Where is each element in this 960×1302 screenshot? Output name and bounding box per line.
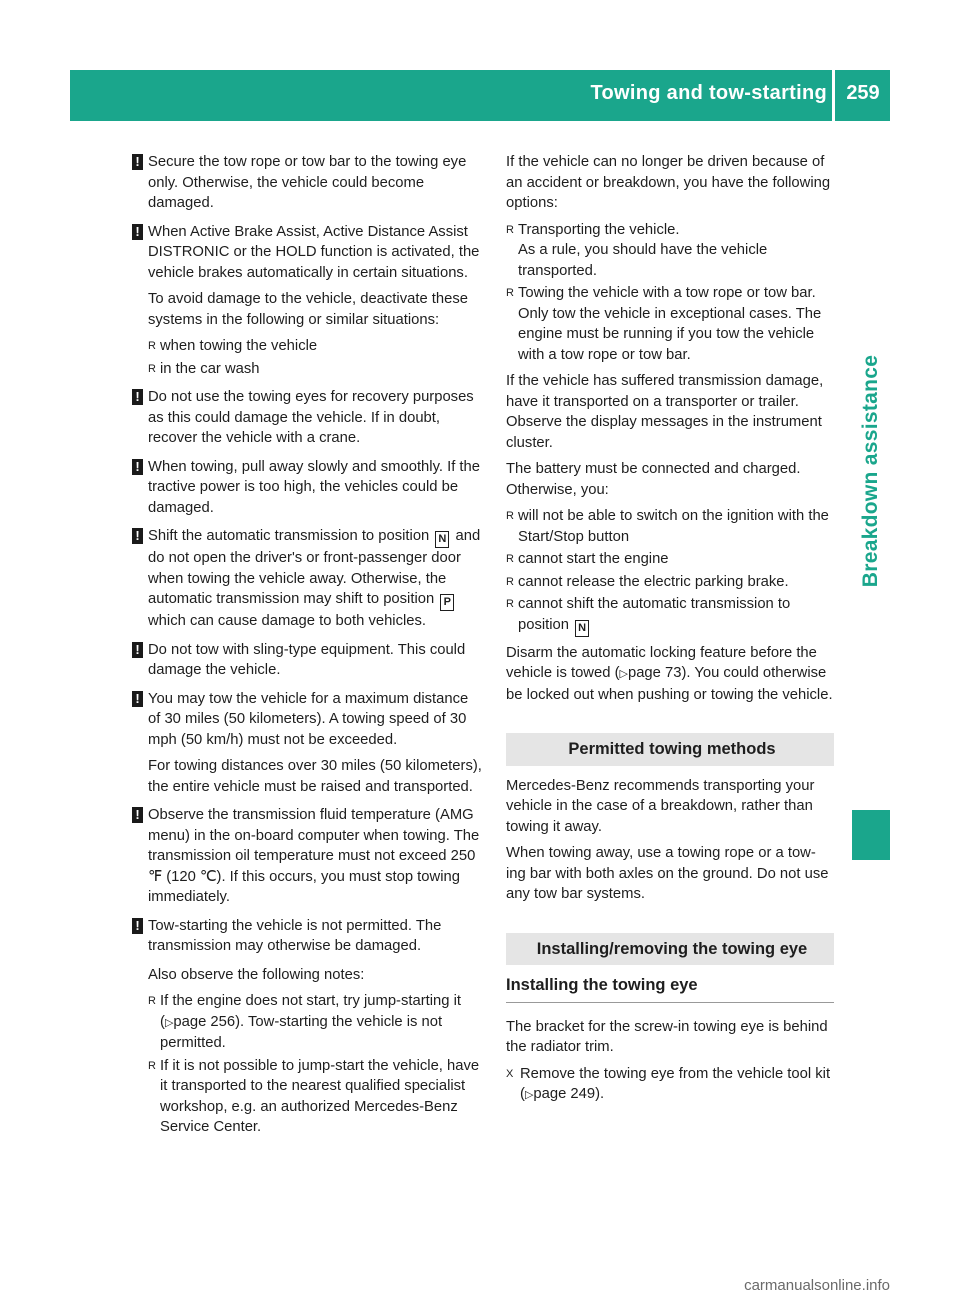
permitted-text: Mercedes-Benz recommends transporting your vehicle in the case of a breakdown, rather than towing it away.	[506, 777, 815, 835]
warning-text: Shift the automatic transmission to position	[148, 528, 430, 544]
list-item	[506, 594, 834, 637]
options-intro: If the vehicle can no longer be driven because of an accident or breakdown, you have the following options:	[506, 154, 831, 211]
bullet-icon: R	[148, 995, 156, 1007]
section-heading-permitted: Permitted towing methods	[506, 733, 834, 766]
bullet-icon: R	[148, 340, 156, 352]
bullet-icon: R	[148, 1059, 156, 1072]
warning-icon: !	[132, 918, 143, 934]
list-item-text: ). Tow-starting the vehicle is not permitted.	[160, 1013, 443, 1051]
warning-icon: !	[132, 154, 143, 170]
list-item-text: If it is not possible to jump-start the vehicle, have it transported to the nearest qualified specialist workshop, e.g. an authorized Mercedes-Benz Service Center.	[160, 1057, 480, 1135]
page-reference-link[interactable]: page 249	[533, 1086, 596, 1102]
warning-text: which can cause damage to both vehicles.	[148, 613, 427, 629]
notes-list	[148, 991, 483, 1138]
bullet-icon: R	[506, 575, 514, 588]
warning-text: and do not open the driver's or front-passenger door when towing the vehicle away. Otherwise, the automatic transmission may shift to position	[148, 528, 481, 607]
header-divider	[832, 70, 835, 121]
gear-p-icon: P	[440, 594, 454, 611]
warning-paragraph	[132, 526, 483, 632]
warning-paragraph	[132, 916, 483, 957]
warning-text: When towing, pull away slowly and smoothly. If the tractive power is too high, the vehicles could be damaged.	[148, 458, 480, 516]
instruction-step	[506, 1064, 834, 1106]
transmission-damage-text: If the vehicle has suffered transmission damage, have it transported on a transporter or trailer.	[506, 373, 824, 410]
bracket-text: The bracket for the screw-in towing eye is behind the radiator trim.	[506, 1018, 828, 1055]
right-column	[506, 152, 834, 1112]
page-reference-link[interactable]: page 256	[173, 1013, 236, 1030]
warning-paragraph	[132, 152, 483, 214]
warning-icon: !	[132, 224, 143, 240]
side-tab-label: Breakdown assistance	[859, 354, 882, 588]
bullet-icon: R	[506, 553, 514, 565]
options-list	[506, 220, 834, 366]
battery-text: The battery must be connected and charged. Otherwise, you:	[506, 461, 801, 498]
warning-subtext: For towing distances over 30 miles (50 kilometers), the entire vehicle must be raised and transported.	[148, 758, 482, 795]
list-item-text: cannot release the electric parking brake.	[518, 573, 789, 590]
gear-n-icon: N	[575, 620, 589, 637]
warning-icon: !	[132, 528, 143, 544]
warning-icon: !	[132, 691, 143, 707]
section-heading-towing-eye: Installing/removing the towing eye	[506, 933, 834, 966]
list-item	[506, 572, 834, 593]
list-item	[506, 283, 834, 365]
disarm-text	[506, 643, 834, 706]
list-item	[148, 359, 483, 380]
list-item-text: will not be able to switch on the ignition with the Start/Stop button	[518, 508, 829, 545]
consequences-list	[506, 506, 834, 637]
warning-paragraph	[132, 805, 483, 908]
warning-text: You may tow the vehicle for a maximum distance of 30 miles (50 kilometers). A towing speed of 30 mph (50 km/h) must not be exceeded.	[148, 690, 469, 748]
list-item	[148, 336, 483, 357]
warning-paragraph	[132, 689, 483, 798]
page-number: 259	[846, 82, 880, 104]
step-text: ).	[595, 1086, 605, 1102]
observe-display-text: Observe the display messages in the instrument cluster.	[506, 414, 822, 451]
warning-paragraph	[132, 457, 483, 519]
step-text: Remove the towing eye from the vehicle tool kit (	[520, 1065, 831, 1102]
warning-text: Do not use the towing eyes for recovery purposes as this could damage the vehicle. If in doubt, recover the vehicle with a crane.	[148, 389, 474, 446]
bullet-icon: R	[506, 223, 514, 236]
warning-text: Observe the transmission fluid temperature (AMG menu) in the on-board computer when towing. The transmission oil temperature must not exceed 250 ℉ (120 ℃). If this occurs, you must stop towing immediately.	[148, 807, 480, 905]
warning-icon: !	[132, 389, 143, 405]
bullet-icon: R	[506, 287, 514, 299]
list-item	[506, 220, 834, 282]
list-item-text: If the engine does not start, try jump-starting it (	[160, 993, 462, 1030]
warning-text: When Active Brake Assist, Active Distance Assist DISTRONIC or the HOLD function is activated, the vehicle brakes automatically in certain situations.	[148, 223, 480, 281]
warning-text: Tow-starting the vehicle is not permitted. The transmission may otherwise be damaged.	[148, 917, 442, 954]
list-item	[148, 991, 483, 1054]
notes-intro: Also observe the following notes:	[148, 966, 365, 983]
list-item	[506, 549, 834, 570]
side-tab-marker	[852, 810, 890, 860]
warning-paragraph	[132, 222, 483, 380]
disarm-text-part: Disarm the automatic locking feature before the vehicle is towed (	[506, 644, 817, 681]
warning-text: Secure the tow rope or tow bar to the towing eye only. Otherwise, the vehicle could become damaged.	[148, 154, 467, 211]
disarm-text-part: ). You could otherwise be locked out when pushing or towing the vehicle.	[506, 665, 833, 703]
warning-paragraph	[132, 387, 483, 449]
bullet-icon: R	[506, 510, 514, 522]
subheading-installing: Installing the towing eye	[506, 975, 834, 1003]
list-item-text: when towing the vehicle	[160, 338, 318, 354]
list-item	[148, 1056, 483, 1138]
list-item-text: in the car wash	[160, 360, 260, 377]
permitted-text: When towing away, use a towing rope or a tow-ing bar with both axles on the ground. Do not use any tow bar systems.	[506, 845, 829, 902]
page-title: Towing and tow-starting	[590, 82, 827, 104]
warning-subtext: To avoid damage to the vehicle, deactivate these systems in the following or similar situations:	[148, 291, 468, 328]
warning-text: Do not tow with sling-type equipment. This could damage the vehicle.	[148, 641, 466, 678]
warning-icon: !	[132, 642, 143, 658]
warning-icon: !	[132, 459, 143, 475]
list-item-text: cannot shift the automatic transmission to position	[518, 596, 791, 633]
gear-n-icon: N	[435, 531, 449, 548]
left-column	[135, 152, 483, 1144]
list-item-text: Transporting the vehicle.	[518, 221, 680, 238]
bullet-icon: R	[148, 362, 156, 375]
warning-paragraph	[132, 640, 483, 681]
warning-bullet-list	[148, 336, 483, 379]
page-ref-arrow-icon: ▷	[164, 1016, 174, 1029]
page-ref-arrow-icon: ▷	[619, 668, 628, 680]
list-item-subtext: Only tow the vehicle in exceptional cases. The engine must be running if you tow the vehicle with a tow rope or tow bar.	[518, 305, 822, 363]
step-arrow-icon: X	[506, 1067, 514, 1080]
list-item	[506, 506, 834, 547]
watermark: carmanualsonline.info	[744, 1277, 890, 1294]
page-ref-arrow-icon: ▷	[524, 1089, 534, 1101]
warning-icon: !	[132, 807, 143, 823]
list-item-text: cannot start the engine	[518, 551, 669, 567]
side-tab	[852, 145, 890, 797]
page-reference-link[interactable]: page 73	[627, 665, 682, 681]
list-item-text: Towing the vehicle with a tow rope or tow bar.	[518, 285, 816, 301]
list-item-subtext: As a rule, you should have the vehicle transported.	[518, 242, 768, 279]
bullet-icon: R	[506, 598, 514, 610]
